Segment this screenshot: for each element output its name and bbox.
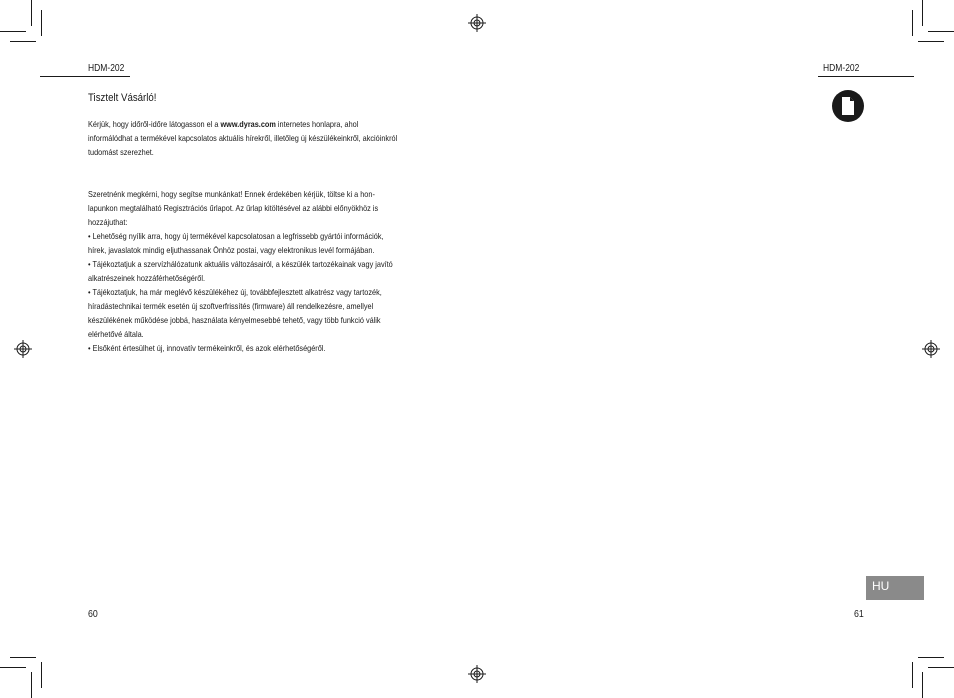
crop-mark: [912, 662, 913, 688]
bullet-line: • Tájékoztatjuk, ha már meglévő készülékéhez új, továbbfejlesztett alkatrész vagy tartozék,: [88, 287, 382, 297]
paragraph-1-line-1: [88, 117, 432, 131]
bullet-line: hírek, javaslatok mindig eljuthassanak Önhöz postai, vagy elektronikus levél formájában.: [88, 245, 375, 255]
paragraph-2-line: Szeretnénk megkérni, hogy segítse munkánkat! Ennek érdekében kérjük, töltse ki a hon-: [88, 189, 375, 199]
right-page-number: 61: [854, 609, 864, 620]
crop-mark: [41, 10, 42, 36]
website-link[interactable]: www.dyras.com: [220, 119, 276, 129]
crop-mark: [31, 0, 32, 26]
crop-mark: [912, 10, 913, 36]
paragraph-1-line-3: tudomást szerezhet.: [88, 147, 154, 157]
bullet-line: híradástechnikai termék esetén új szoftverfrissítés (firmware) áll rendelkezésre, amellyel: [88, 301, 374, 311]
bullet-line: elérhetővé általa.: [88, 329, 144, 339]
registration-mark-icon: [468, 665, 486, 683]
text-run: Kérjük, hogy időről-időre látogasson el a: [88, 119, 221, 129]
crop-mark: [922, 672, 923, 698]
crop-mark: [922, 0, 923, 26]
left-header-model: HDM-202: [88, 63, 125, 74]
crop-mark: [10, 41, 36, 42]
registration-mark-icon: [468, 14, 486, 32]
left-header-rule: [40, 76, 130, 77]
left-page-number: 60: [88, 609, 98, 620]
right-header-model: HDM-202: [823, 63, 860, 74]
paragraph-2-line: lapunkon megtalálható Regisztrációs űrlapot. Az űrlap kitöltésével az alábbi előnyökhöz is: [88, 203, 379, 213]
text-run: internetes honlapra, ahol: [275, 119, 359, 129]
crop-mark: [0, 31, 26, 32]
crop-mark: [928, 31, 954, 32]
greeting: Tisztelt Vásárló!: [88, 92, 157, 104]
right-header-rule: [818, 76, 914, 77]
letter-body: [88, 117, 432, 355]
crop-mark: [10, 657, 36, 658]
crop-mark: [0, 667, 26, 668]
document-icon: [832, 90, 864, 122]
crop-mark: [928, 667, 954, 668]
crop-mark: [918, 41, 944, 42]
crop-mark: [918, 657, 944, 658]
bullet-line: készülékének működése jobbá, használata kényelmesebbé tehető, vagy több funkció válik: [88, 315, 381, 325]
language-tab: HU: [866, 576, 924, 600]
crop-mark: [41, 662, 42, 688]
bullet-line: alkatrészeinek hozzáférhetőségéről.: [88, 273, 206, 283]
paragraph-2-line: hozzájuthat:: [88, 217, 128, 227]
paragraph-gap: [88, 159, 432, 173]
bullet-line: • Elsőként értesülhet új, innovatív termékeinkről, és azok elérhetőségéről.: [88, 343, 326, 353]
crop-mark: [31, 672, 32, 698]
bullet-line: • Lehetőség nyílik arra, hogy új termékével kapcsolatosan a legfrissebb gyártói információk,: [88, 231, 384, 241]
registration-mark-icon: [14, 340, 32, 358]
paragraph-gap: [88, 173, 432, 187]
bullet-line: • Tájékoztatjuk a szervízhálózatunk aktuális változásairól, a készülék tartozékainak vagy javító: [88, 259, 393, 269]
paragraph-1-line-2: informálódhat a termékével kapcsolatos aktuális hírekről, illetőleg új készülékeinkről, akcióinkról: [88, 133, 398, 143]
registration-mark-icon: [922, 340, 940, 358]
